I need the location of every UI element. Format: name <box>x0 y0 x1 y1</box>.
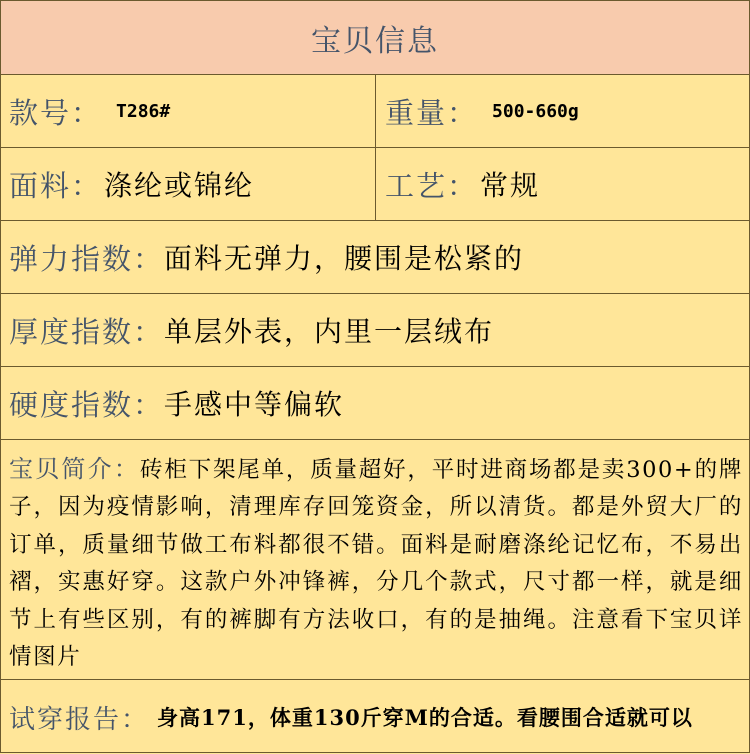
trial-label: 试穿报告： <box>9 704 150 735</box>
row-elasticity <box>1 221 749 294</box>
row-trial-report <box>1 680 749 754</box>
elasticity-cell <box>1 221 749 293</box>
elasticity-value: 面料无弹力，腰围是松紧的 <box>164 242 525 275</box>
thickness-label: 厚度指数： <box>9 314 165 349</box>
intro-text: 砖柜下架尾单，质量超好，平时进商场都是卖300+的牌子，因为疫情影响，清理库存回笼资金，所以清货。都是外贸大厂的订单，质量细节做工布料都很不错。面料是耐磨涤纶记忆布，不易出褶，实惠好穿。这款户外冲锋裤，分几个款式，尺寸都一样，就是细节上有些区别，有的裤脚有方法收口，有的是抽绳。注意看下宝贝详情图片 <box>9 457 744 671</box>
row-style-weight <box>1 75 749 148</box>
elasticity-label: 弹力指数： <box>9 241 165 276</box>
hardness-label: 硬度指数： <box>9 387 165 422</box>
row-hardness <box>1 367 749 440</box>
trial-cell <box>1 680 749 754</box>
hardness-value: 手感中等偏软 <box>164 388 345 421</box>
hardness-cell <box>1 367 749 439</box>
craft-value: 常规 <box>480 169 541 202</box>
thickness-cell <box>1 294 749 366</box>
weight-cell <box>376 75 749 147</box>
style-number-value: T286# <box>116 100 171 122</box>
style-number-label: 款号： <box>9 95 103 130</box>
weight-value: 500-660g <box>492 100 579 122</box>
style-number-cell <box>1 75 376 147</box>
weight-label: 重量： <box>385 95 479 130</box>
table-title: 宝贝信息 <box>311 23 439 59</box>
craft-cell <box>376 148 749 220</box>
row-thickness <box>1 294 749 367</box>
intro-label: 宝贝简介： <box>9 455 141 483</box>
trial-value: 身高171，体重130斤穿M的合适。看腰围合适就可以 <box>157 705 693 730</box>
table-header <box>1 1 749 75</box>
fabric-cell <box>1 148 376 220</box>
intro-paragraph <box>1 440 749 676</box>
row-fabric-craft <box>1 148 749 221</box>
fabric-value: 涤纶或锦纶 <box>104 169 255 202</box>
thickness-value: 单层外表，内里一层绒布 <box>164 315 495 348</box>
row-intro <box>1 440 749 680</box>
fabric-label: 面料： <box>9 168 103 203</box>
craft-label: 工艺： <box>385 168 479 203</box>
